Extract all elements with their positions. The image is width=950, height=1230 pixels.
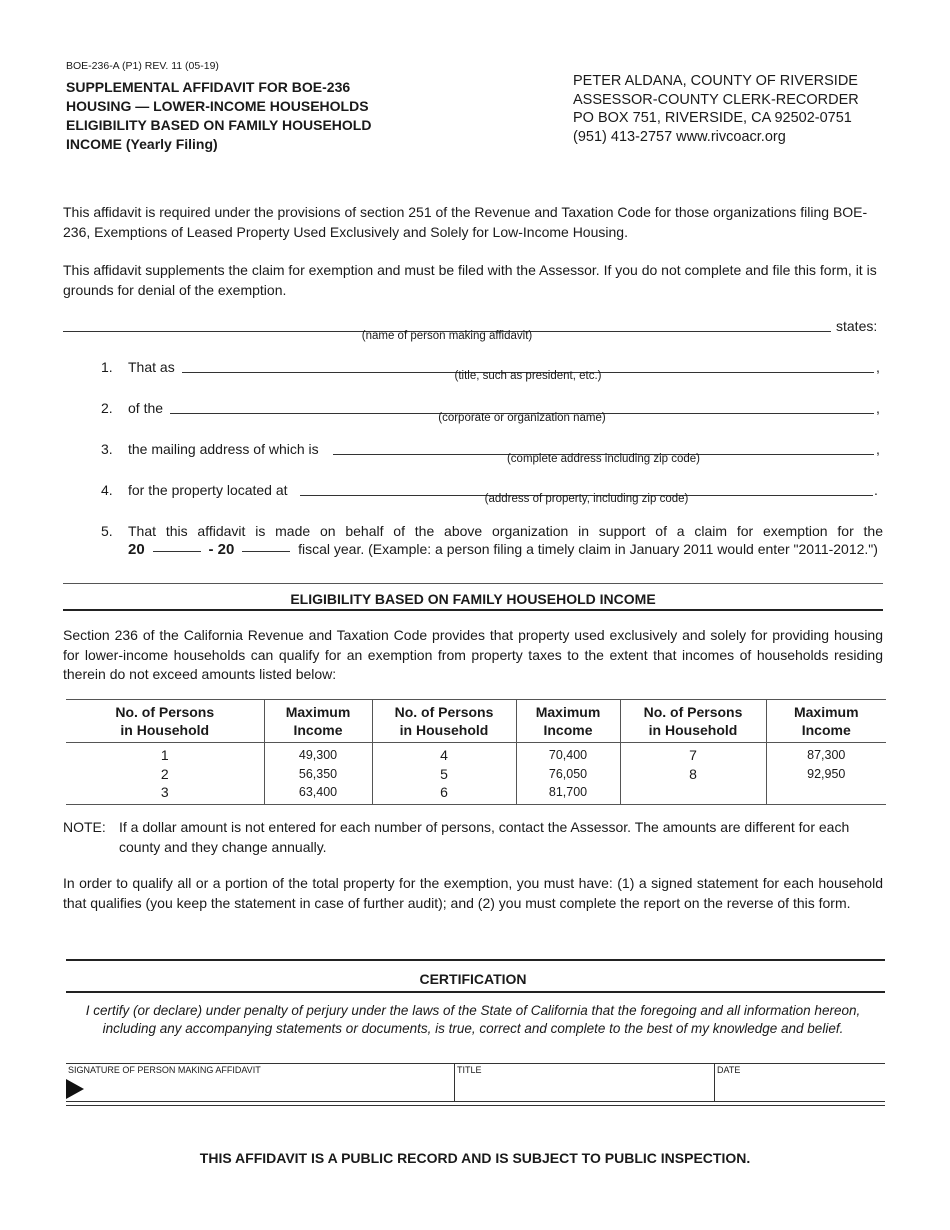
public-record-notice: THIS AFFIDAVIT IS A PUBLIC RECORD AND IS SUBJECT TO PUBLIC INSPECTION. xyxy=(199,1150,751,1166)
intro-paragraph-2: This affidavit supplements the claim for exemption and must be filed with the Assessor. If you do not complete and file this form, it is grounds for denial of the exemption. xyxy=(63,262,877,298)
date-label: DATE xyxy=(717,1065,741,1075)
eligibility-title: ELIGIBILITY BASED ON FAMILY HOUSEHOLD INCOME xyxy=(290,591,656,607)
form-code: BOE-236-A (P1) REV. 11 (05-19) xyxy=(66,60,219,72)
signature-block xyxy=(66,1063,885,1102)
divider xyxy=(63,583,883,584)
organization-name-caption: (corporate or organization name) xyxy=(438,412,606,424)
item-label-organization: of the xyxy=(128,400,164,416)
divider xyxy=(63,609,883,611)
item-punctuation: , xyxy=(876,400,880,416)
date-field[interactable] xyxy=(714,1064,885,1102)
divider xyxy=(66,959,885,961)
col-header-persons: No. of Persons in Household xyxy=(372,700,516,743)
form-title xyxy=(66,78,446,154)
fiscal-year-start-field[interactable] xyxy=(153,551,201,552)
title-signature-field[interactable] xyxy=(454,1064,714,1102)
eligibility-description: Section 236 of the California Revenue and Taxation Code provides that property used exclusively and solely for providing housing for lower-income households can qualify for an exemption from property taxes to the extent that incomes of households residing therein do not exceed amounts listed below: xyxy=(63,627,883,682)
signature-block-bottom-rule xyxy=(66,1101,885,1106)
income-cell[interactable]: 49,300 56,350 63,400 xyxy=(264,743,372,805)
states-label: states: xyxy=(836,318,878,334)
certification-title: CERTIFICATION xyxy=(419,971,527,987)
fiscal-year-dash: - 20 xyxy=(208,541,235,558)
county-line: PO BOX 751, RIVERSIDE, CA 92502-0751 xyxy=(573,110,852,126)
fiscal-year-prefix: 20 xyxy=(128,541,145,558)
property-address-caption: (address of property, including zip code) xyxy=(484,493,689,505)
county-address-block xyxy=(573,72,913,146)
item5-line1: That this affidavit is made on behalf of the above organization in support of a claim for exemption for the xyxy=(128,523,883,539)
persons-cell: 7 8 xyxy=(620,743,766,805)
item-number: 2. xyxy=(101,400,113,416)
signature-field[interactable] xyxy=(66,1064,454,1102)
item5-line2 xyxy=(128,541,878,558)
item-label-property-location: for the property located at xyxy=(128,482,288,498)
item-punctuation: , xyxy=(876,359,880,375)
signature-label: SIGNATURE OF PERSON MAKING AFFIDAVIT xyxy=(68,1065,261,1075)
col-header-max-income: Maximum Income xyxy=(766,700,886,743)
col-header-persons: No. of Persons in Household xyxy=(620,700,766,743)
form-title-line: HOUSING — LOWER-INCOME HOUSEHOLDS xyxy=(66,98,369,114)
income-cell[interactable]: 87,300 92,950 xyxy=(766,743,886,805)
income-cell[interactable]: 70,400 76,050 81,700 xyxy=(516,743,620,805)
item-punctuation: , xyxy=(876,441,880,457)
mailing-address-caption: (complete address including zip code) xyxy=(506,453,701,465)
item-number: 4. xyxy=(101,482,113,498)
divider xyxy=(66,991,885,993)
note-text: If a dollar amount is not entered for each number of persons, contact the Assessor. The amounts are different for each county and they change annually. xyxy=(119,819,850,855)
item-label-mailing-address: the mailing address of which is xyxy=(128,441,319,457)
note xyxy=(63,818,885,857)
county-line: (951) 413-2757 www.rivcoacr.org xyxy=(573,128,786,145)
persons-cell: 1 2 3 xyxy=(66,743,264,805)
affiant-name-caption: (name of person making affidavit) xyxy=(361,330,533,342)
item-number: 3. xyxy=(101,441,113,457)
col-header-max-income: Maximum Income xyxy=(516,700,620,743)
qualify-instructions: In order to qualify all or a portion of the total property for the exemption, you must have: (1) a signed statement for each household that qualifies (you keep the statement in case of further audit); and (2) you must complete the report on the reverse of this form. xyxy=(63,875,883,911)
form-title-line: SUPPLEMENTAL AFFIDAVIT FOR BOE-236 xyxy=(66,79,351,95)
fiscal-year-instructions: fiscal year. (Example: a person filing a timely claim in January 2011 would enter "2011-2012.") xyxy=(298,541,878,557)
col-header-max-income: Maximum Income xyxy=(264,700,372,743)
item-number: 1. xyxy=(101,359,113,375)
form-title-line: INCOME (Yearly Filing) xyxy=(66,136,218,152)
note-label: NOTE: xyxy=(63,819,106,835)
title-caption: (title, such as president, etc.) xyxy=(454,370,602,382)
form-title-line: ELIGIBILITY BASED ON FAMILY HOUSEHOLD xyxy=(66,117,372,133)
item-punctuation: . xyxy=(874,482,878,498)
persons-cell: 4 5 6 xyxy=(372,743,516,805)
fiscal-year-end-field[interactable] xyxy=(242,551,290,552)
income-limits-table xyxy=(66,699,886,805)
col-header-persons: No. of Persons in Household xyxy=(66,700,264,743)
county-line: ASSESSOR-COUNTY CLERK-RECORDER xyxy=(573,91,859,108)
item-number: 5. xyxy=(101,523,113,539)
sign-here-arrow-icon xyxy=(66,1079,84,1099)
county-line: PETER ALDANA, COUNTY OF RIVERSIDE xyxy=(573,73,858,89)
item-label-title: That as xyxy=(128,359,175,375)
certification-text: I certify (or declare) under penalty of perjury under the laws of the State of California that the foregoing and all information hereon, including any accompanying statements or documents, is true, correct and complete to the best of my knowledge and belief. xyxy=(85,1003,861,1036)
title-label: TITLE xyxy=(457,1065,482,1075)
intro-paragraph-1: This affidavit is required under the provisions of section 251 of the Revenue and Taxation Code for those organizations filing BOE-236, Exemptions of Leased Property Used Exclusively and Solely for Low-Income Housing. xyxy=(63,204,868,240)
